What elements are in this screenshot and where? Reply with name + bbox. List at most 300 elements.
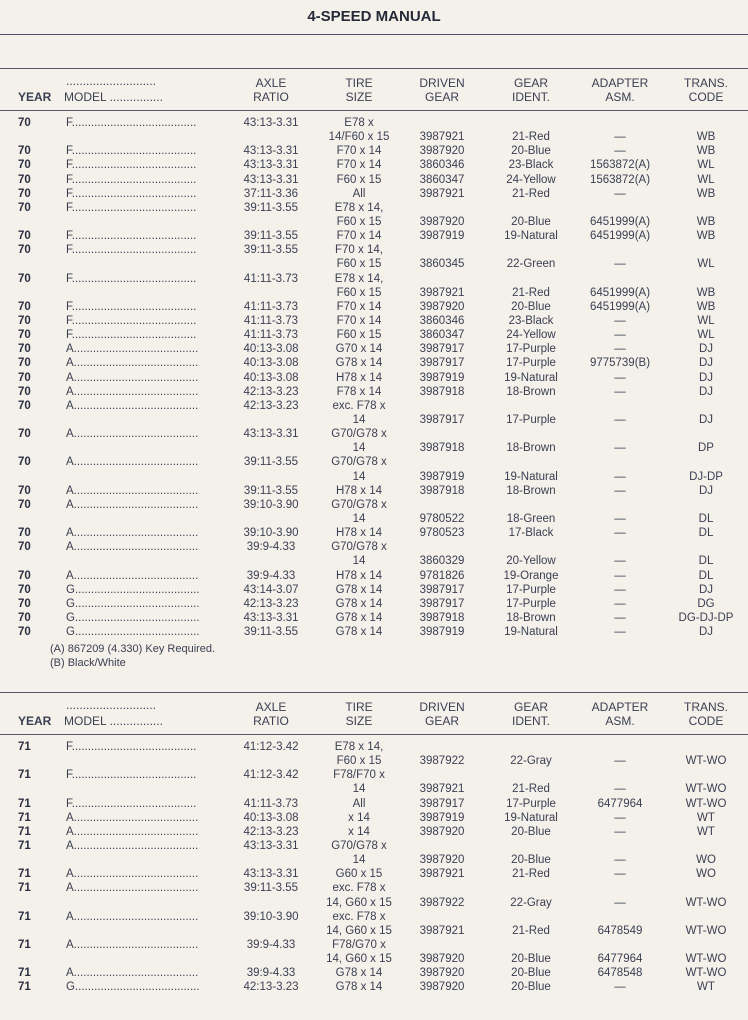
- gear-ident-cell: 17-Purple: [506, 797, 556, 810]
- tire-size-cell: F60 x 15: [336, 173, 382, 186]
- driven-gear-cell: 3987918: [419, 385, 465, 398]
- table-row: [16, 243, 748, 257]
- trans-code-cell: WL: [697, 159, 715, 172]
- gear-ident-cell: 19-Natural: [504, 811, 558, 824]
- tire-size-cell: 14, G60 x 15: [326, 896, 392, 909]
- year-cell: 71: [18, 741, 31, 753]
- table-row: [16, 811, 748, 825]
- model-cell: A.......................................: [66, 938, 199, 951]
- axle-ratio-cell: 39:9-4.33: [246, 541, 296, 554]
- gear-ident-cell: 19-Natural: [504, 470, 558, 483]
- adapter-asm-cell: —: [614, 981, 626, 994]
- year-cell: 70: [18, 611, 31, 624]
- gear-ident-cell: 24-Yellow: [506, 173, 556, 186]
- gear-ident-cell: 19-Orange: [503, 569, 559, 582]
- adapter-asm-cell: 6477964: [597, 953, 643, 966]
- tire-size-cell: G78 x 14: [335, 981, 383, 994]
- axle-ratio-cell: 43:13-3.31: [243, 611, 299, 624]
- trans-code-cell: WT-WO: [685, 896, 727, 909]
- tire-size-cell: E78 x 14,: [334, 201, 384, 214]
- driven-gear-cell: 3987919: [419, 811, 465, 824]
- model-cell: A.......................................: [66, 399, 199, 412]
- adapter-asm-cell: —: [614, 131, 626, 144]
- tire-size-cell: F60 x 15: [336, 215, 382, 228]
- driven-gear-cell: 3860347: [419, 173, 465, 186]
- header-tire: TIRE: [345, 700, 373, 714]
- table2-header: [16, 698, 748, 732]
- adapter-asm-cell: —: [614, 329, 626, 342]
- table-row: [16, 938, 748, 952]
- axle-ratio-cell: 39:11-3.55: [243, 882, 299, 895]
- gear-ident-cell: 19-Natural: [504, 371, 558, 384]
- gear-ident-cell: 17-Purple: [506, 357, 556, 370]
- model-cell: F.......................................: [66, 159, 197, 172]
- gear-ident-cell: 20-Blue: [511, 145, 551, 158]
- driven-gear-cell: 9780522: [419, 512, 465, 525]
- trans-code-cell: DJ: [698, 583, 714, 596]
- year-cell: 71: [18, 882, 31, 895]
- model-cell: F.......................................: [66, 244, 197, 257]
- driven-gear-cell: 3987919: [419, 470, 465, 483]
- axle-ratio-cell: 39:11-3.55: [243, 230, 299, 243]
- model-cell: A.......................................: [66, 868, 199, 881]
- year-cell: 71: [18, 981, 31, 994]
- gear-ident-cell: 19-Natural: [504, 626, 558, 639]
- axle-ratio-cell: 42:13-3.23: [243, 385, 299, 398]
- trans-code-cell: WB: [696, 230, 716, 243]
- trans-code-cell: DJ: [698, 343, 714, 356]
- header-model: MODEL ................: [64, 714, 163, 728]
- axle-ratio-cell: 42:13-3.23: [243, 399, 299, 412]
- table-row: [16, 441, 748, 455]
- adapter-asm-cell: —: [614, 896, 626, 909]
- gear-ident-cell: 21-Red: [512, 783, 550, 796]
- header-gear: GEAR: [424, 714, 459, 728]
- axle-ratio-cell: 39:10-3.90: [243, 498, 299, 511]
- table-row: [16, 413, 748, 427]
- table-row: [16, 797, 748, 811]
- tire-size-cell: F60 x 15: [336, 286, 382, 299]
- table-row: [16, 215, 748, 229]
- year-cell: 70: [18, 230, 31, 243]
- gear-ident-cell: 20-Blue: [511, 854, 551, 867]
- page-title: 4-SPEED MANUAL: [307, 8, 441, 25]
- year-cell: 71: [18, 910, 31, 923]
- trans-code-cell: WB: [696, 300, 716, 313]
- model-cell: A.......................................: [66, 484, 199, 497]
- table-row: [16, 470, 748, 484]
- header-model-dots: ...........................: [66, 74, 157, 88]
- tire-size-cell: 14: [352, 413, 366, 426]
- model-cell: A.......................................: [66, 967, 199, 980]
- axle-ratio-cell: 40:13-3.08: [243, 371, 299, 384]
- axle-ratio-cell: 41:12-3.42: [243, 769, 299, 782]
- driven-gear-cell: 3987920: [419, 145, 465, 158]
- adapter-asm-cell: —: [614, 755, 626, 768]
- axle-ratio-cell: 40:13-3.08: [243, 343, 299, 356]
- driven-gear-cell: 3987917: [419, 583, 465, 596]
- header-axle: AXLE: [255, 700, 287, 714]
- adapter-asm-cell: —: [614, 371, 626, 384]
- driven-gear-cell: 3987917: [419, 597, 465, 610]
- header-driven: DRIVEN: [419, 76, 465, 90]
- header-asm: ASM.: [605, 714, 635, 728]
- axle-ratio-cell: 40:13-3.08: [243, 811, 299, 824]
- year-cell: 70: [18, 187, 31, 200]
- tire-size-cell: 14: [352, 783, 366, 796]
- axle-ratio-cell: 42:13-3.23: [243, 597, 299, 610]
- model-cell: F.......................................: [66, 145, 197, 158]
- year-cell: 70: [18, 300, 31, 313]
- table-row: [16, 512, 748, 526]
- trans-code-cell: WT: [697, 825, 715, 838]
- trans-code-cell: WB: [696, 145, 716, 158]
- adapter-asm-cell: —: [614, 783, 626, 796]
- gear-ident-cell: 22-Gray: [510, 896, 552, 909]
- adapter-asm-cell: 6477964: [597, 797, 643, 810]
- header-model: MODEL ................: [64, 90, 163, 104]
- trans-code-cell: DG: [697, 597, 715, 610]
- driven-gear-cell: 3987917: [419, 797, 465, 810]
- year-cell: 70: [18, 173, 31, 186]
- footnote: (B) Black/White: [50, 657, 126, 669]
- driven-gear-cell: 3987919: [419, 230, 465, 243]
- year-cell: 70: [18, 329, 31, 342]
- model-cell: F.......................................: [66, 187, 197, 200]
- driven-gear-cell: 3987920: [419, 854, 465, 867]
- adapter-asm-cell: 1563872(A): [589, 173, 651, 186]
- gear-ident-cell: 20-Blue: [511, 967, 551, 980]
- table-row: [16, 484, 748, 498]
- model-cell: F.......................................: [66, 272, 197, 285]
- driven-gear-cell: 3987921: [419, 187, 465, 200]
- table-row: [16, 229, 748, 243]
- header-ratio: RATIO: [253, 90, 289, 104]
- axle-ratio-cell: 41:11-3.73: [243, 300, 299, 313]
- trans-code-cell: WT-WO: [685, 797, 727, 810]
- adapter-asm-cell: —: [614, 854, 626, 867]
- header-tire: TIRE: [345, 76, 373, 90]
- table-row: [16, 583, 748, 597]
- trans-code-cell: WT-WO: [685, 953, 727, 966]
- adapter-asm-cell: —: [614, 484, 626, 497]
- driven-gear-cell: 3987919: [419, 626, 465, 639]
- tire-size-cell: All: [352, 187, 366, 200]
- header-size: SIZE: [345, 714, 373, 728]
- table-row: [16, 839, 748, 853]
- table-row: [16, 966, 748, 980]
- table-row: [16, 768, 748, 782]
- year-cell: 70: [18, 272, 31, 285]
- driven-gear-cell: 3987919: [419, 371, 465, 384]
- header-gear: GEAR: [424, 90, 459, 104]
- tire-size-cell: E78 x: [344, 117, 374, 129]
- axle-ratio-cell: 43:13-3.31: [243, 428, 299, 441]
- driven-gear-cell: 3987920: [419, 953, 465, 966]
- axle-ratio-cell: 43:13-3.31: [243, 868, 299, 881]
- header-code: CODE: [688, 90, 724, 104]
- trans-code-cell: WO: [696, 868, 716, 881]
- table-row: [16, 910, 748, 924]
- tire-size-cell: E78 x 14,: [334, 272, 384, 285]
- tire-size-cell: F70 x 14: [336, 145, 382, 158]
- table-row: [16, 754, 748, 768]
- model-cell: A.......................................: [66, 569, 199, 582]
- table-row: [16, 611, 748, 625]
- trans-code-cell: WT-WO: [685, 783, 727, 796]
- year-cell: 70: [18, 569, 31, 582]
- table-row: [16, 924, 748, 938]
- trans-code-cell: DJ: [698, 626, 714, 639]
- model-cell: F.......................................: [66, 230, 197, 243]
- driven-gear-cell: 3987920: [419, 215, 465, 228]
- year-cell: 70: [18, 159, 31, 172]
- tire-size-cell: All: [352, 797, 366, 810]
- adapter-asm-cell: —: [614, 258, 626, 271]
- gear-ident-cell: 18-Green: [506, 512, 556, 525]
- model-cell: A.......................................: [66, 811, 199, 824]
- adapter-asm-cell: —: [614, 343, 626, 356]
- table-row: [16, 371, 748, 385]
- model-cell: A.......................................: [66, 456, 199, 469]
- year-cell: 70: [18, 314, 31, 327]
- adapter-asm-cell: 6478548: [597, 967, 643, 980]
- gear-ident-cell: 18-Brown: [506, 484, 556, 497]
- gear-ident-cell: 22-Gray: [510, 755, 552, 768]
- header-driven: DRIVEN: [419, 700, 465, 714]
- gear-ident-cell: 18-Brown: [506, 385, 556, 398]
- axle-ratio-cell: 41:11-3.73: [243, 329, 299, 342]
- tire-size-cell: F70 x 14: [336, 159, 382, 172]
- gear-ident-cell: 17-Purple: [506, 583, 556, 596]
- gear-ident-cell: 21-Red: [512, 868, 550, 881]
- driven-gear-cell: 3987921: [419, 868, 465, 881]
- tire-size-cell: x 14: [348, 825, 370, 838]
- driven-gear-cell: 9780523: [419, 527, 465, 540]
- driven-gear-cell: 3987920: [419, 967, 465, 980]
- axle-ratio-cell: 39:10-3.90: [243, 910, 299, 923]
- table-row: [16, 498, 748, 512]
- table-row: [16, 825, 748, 839]
- table-row: [16, 455, 748, 469]
- model-cell: A.......................................: [66, 839, 199, 852]
- model-cell: A.......................................: [66, 910, 199, 923]
- adapter-asm-cell: —: [614, 597, 626, 610]
- adapter-asm-cell: 6451999(A): [589, 215, 651, 228]
- adapter-asm-cell: —: [614, 868, 626, 881]
- year-cell: 70: [18, 583, 31, 596]
- trans-code-cell: WB: [696, 131, 716, 144]
- driven-gear-cell: 3987917: [419, 343, 465, 356]
- header-gear-ident-1: GEAR: [513, 700, 548, 714]
- model-cell: G.......................................: [66, 981, 200, 994]
- driven-gear-cell: 3860347: [419, 329, 465, 342]
- driven-gear-cell: 3987922: [419, 755, 465, 768]
- adapter-asm-cell: —: [614, 811, 626, 824]
- gear-ident-cell: 17-Purple: [506, 343, 556, 356]
- table-row: [16, 385, 748, 399]
- tire-size-cell: H78 x 14: [335, 569, 383, 582]
- driven-gear-cell: 3860346: [419, 314, 465, 327]
- table-row: [16, 201, 748, 215]
- year-cell: 70: [18, 399, 31, 412]
- gear-ident-cell: 21-Red: [512, 286, 550, 299]
- adapter-asm-cell: —: [614, 825, 626, 838]
- model-cell: A.......................................: [66, 527, 199, 540]
- model-cell: F.......................................: [66, 769, 197, 782]
- table-row: [16, 427, 748, 441]
- table-row: [16, 130, 748, 144]
- driven-gear-cell: 3987920: [419, 981, 465, 994]
- trans-code-cell: DJ-DP: [689, 470, 723, 483]
- gear-ident-cell: 17-Purple: [506, 413, 556, 426]
- year-cell: 71: [18, 868, 31, 881]
- tire-size-cell: 14: [352, 555, 366, 568]
- model-cell: F.......................................: [66, 797, 197, 810]
- adapter-asm-cell: 1563872(A): [589, 159, 651, 172]
- tire-size-cell: G78 x 14: [335, 967, 383, 980]
- model-cell: G.......................................: [66, 611, 200, 624]
- tire-size-cell: H78 x 14: [335, 527, 383, 540]
- trans-code-cell: WT-WO: [685, 924, 727, 937]
- table-row: [16, 569, 748, 583]
- table-row: [16, 328, 748, 342]
- gear-ident-cell: 20-Blue: [511, 825, 551, 838]
- model-cell: G.......................................: [66, 597, 200, 610]
- tire-size-cell: F70 x 14: [336, 230, 382, 243]
- table-row: [16, 342, 748, 356]
- tire-size-cell: F60 x 15: [336, 755, 382, 768]
- axle-ratio-cell: 39:10-3.90: [243, 527, 299, 540]
- trans-code-cell: DL: [698, 512, 714, 525]
- table-row: [16, 286, 748, 300]
- table-row: [16, 853, 748, 867]
- tire-size-cell: H78 x 14: [335, 371, 383, 384]
- year-cell: 70: [18, 343, 31, 356]
- tire-size-cell: G78 x 14: [335, 597, 383, 610]
- table2-top-rule: [0, 692, 748, 693]
- gear-ident-cell: 18-Brown: [506, 611, 556, 624]
- table-row: [16, 356, 748, 370]
- tire-size-cell: G78 x 14: [335, 611, 383, 624]
- year-cell: 70: [18, 597, 31, 610]
- trans-code-cell: WT-WO: [685, 755, 727, 768]
- model-cell: A.......................................: [66, 357, 199, 370]
- axle-ratio-cell: 42:13-3.23: [243, 825, 299, 838]
- gear-ident-cell: 21-Red: [512, 924, 550, 937]
- year-cell: 70: [18, 456, 31, 469]
- tire-size-cell: 14, G60 x 15: [326, 953, 392, 966]
- gear-ident-cell: 20-Blue: [511, 953, 551, 966]
- table-row: [16, 740, 748, 754]
- axle-ratio-cell: 43:14-3.07: [243, 583, 299, 596]
- axle-ratio-cell: 41:12-3.42: [243, 741, 299, 753]
- table-row: [16, 257, 748, 271]
- trans-code-cell: WO: [696, 854, 716, 867]
- driven-gear-cell: 3987921: [419, 924, 465, 937]
- year-cell: 70: [18, 626, 31, 639]
- tire-size-cell: G70/G78 x: [331, 498, 387, 511]
- trans-code-cell: WB: [696, 286, 716, 299]
- trans-code-cell: DP: [698, 442, 714, 455]
- axle-ratio-cell: 39:11-3.55: [243, 456, 299, 469]
- year-cell: 70: [18, 541, 31, 554]
- table-row: [16, 116, 748, 130]
- adapter-asm-cell: 6478549: [597, 924, 643, 937]
- tire-size-cell: F70 x 14: [336, 314, 382, 327]
- driven-gear-cell: 3987918: [419, 611, 465, 624]
- table-row: [16, 158, 748, 172]
- driven-gear-cell: 3987918: [419, 484, 465, 497]
- tire-size-cell: G70/G78 x: [331, 839, 387, 852]
- driven-gear-cell: 3987921: [419, 783, 465, 796]
- table1-header-rule: [0, 110, 748, 111]
- axle-ratio-cell: 39:11-3.55: [243, 244, 299, 257]
- year-cell: 71: [18, 825, 31, 838]
- gear-ident-cell: 20-Blue: [511, 981, 551, 994]
- tire-size-cell: 14/F60 x 15: [328, 131, 390, 144]
- adapter-asm-cell: —: [614, 470, 626, 483]
- table-row: [16, 526, 748, 540]
- header-code: CODE: [688, 714, 724, 728]
- year-cell: 70: [18, 244, 31, 257]
- trans-code-cell: DJ: [698, 371, 714, 384]
- driven-gear-cell: 3987920: [419, 300, 465, 313]
- tire-size-cell: F60 x 15: [336, 329, 382, 342]
- gear-ident-cell: 17-Purple: [506, 597, 556, 610]
- gear-ident-cell: 18-Brown: [506, 442, 556, 455]
- tire-size-cell: G70 x 14: [335, 343, 383, 356]
- model-cell: F.......................................: [66, 117, 197, 129]
- model-cell: F.......................................: [66, 201, 197, 214]
- year-cell: 70: [18, 484, 31, 497]
- gear-ident-cell: 21-Red: [512, 187, 550, 200]
- tire-size-cell: F70 x 14: [336, 300, 382, 313]
- year-cell: 70: [18, 428, 31, 441]
- header-gear-ident-2: IDENT.: [511, 714, 550, 728]
- header-gear-ident-1: GEAR: [513, 76, 548, 90]
- trans-code-cell: WB: [696, 215, 716, 228]
- model-cell: A.......................................: [66, 343, 199, 356]
- header-adapter: ADAPTER: [591, 700, 649, 714]
- table1-top-rule: [0, 68, 748, 69]
- table-row: [16, 881, 748, 895]
- table-row: [16, 980, 748, 994]
- model-cell: A.......................................: [66, 498, 199, 511]
- year-cell: 71: [18, 839, 31, 852]
- table-row: [16, 597, 748, 611]
- tire-size-cell: F78/G70 x: [332, 938, 386, 951]
- tire-size-cell: G78 x 14: [335, 626, 383, 639]
- table-row: [16, 399, 748, 413]
- table2-body: [16, 740, 748, 995]
- footnotes: [16, 642, 748, 670]
- table1-header: [16, 74, 748, 108]
- header-year: YEAR: [18, 714, 52, 728]
- table-row: [16, 540, 748, 554]
- trans-code-cell: DL: [698, 569, 714, 582]
- gear-ident-cell: 19-Natural: [504, 230, 558, 243]
- header-year: YEAR: [18, 90, 52, 104]
- header-model-dots: ...........................: [66, 698, 157, 712]
- trans-code-cell: WL: [697, 258, 715, 271]
- gear-ident-cell: 17-Black: [508, 527, 554, 540]
- tire-size-cell: F78 x 14: [336, 385, 382, 398]
- driven-gear-cell: 3987917: [419, 413, 465, 426]
- table-row: [16, 187, 748, 201]
- tire-size-cell: F78/F70 x: [333, 769, 385, 782]
- table-row: [16, 272, 748, 286]
